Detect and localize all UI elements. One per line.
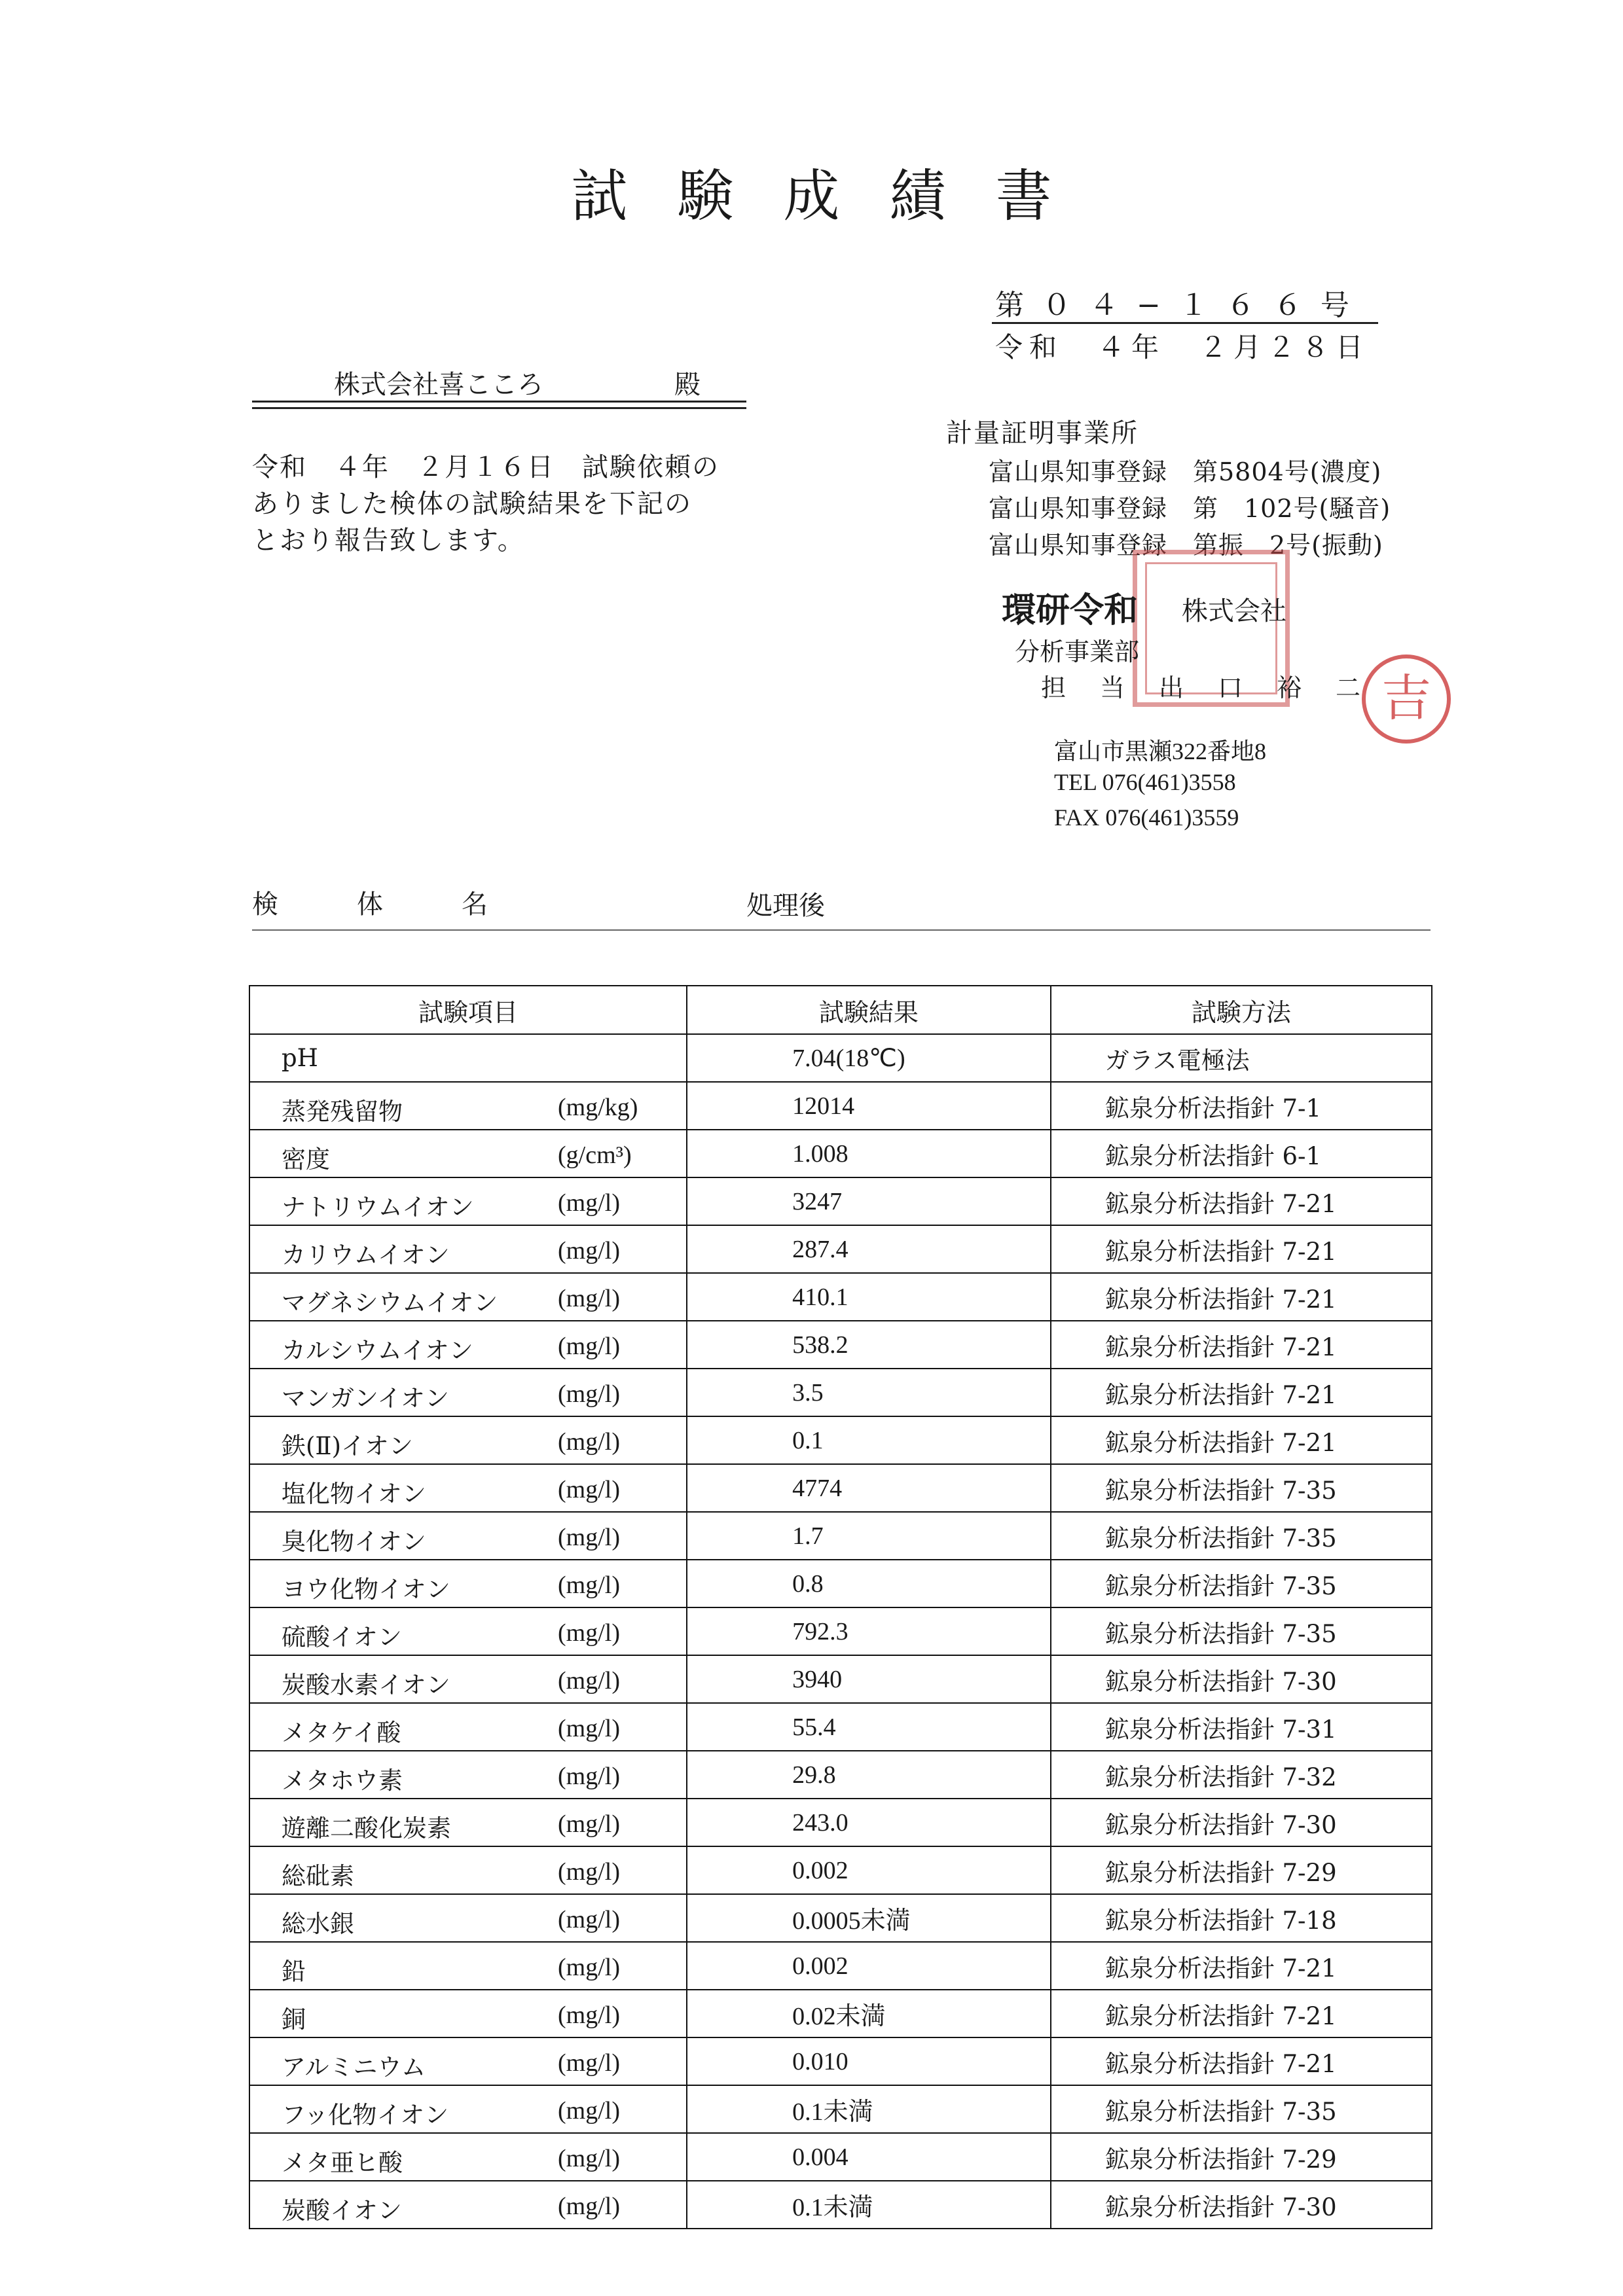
sample-value: 処理後 [746,891,825,921]
cell-test-item [249,1512,687,1560]
table-row [249,1560,1432,1607]
cell-test-result: 287.4 [687,1225,1051,1273]
cell-test-method: 鉱泉分析法指針 6-1 [1051,1130,1432,1177]
results-table [249,985,1432,2229]
test-item-name: ナトリウムイオン [282,1193,474,1221]
personal-seal-stamp: 吉 [1362,655,1451,744]
cell-test-method: 鉱泉分析法指針 7-32 [1051,1751,1432,1799]
cell-test-item [249,1799,687,1846]
cell-test-item [249,1130,687,1177]
cell-test-result: 0.1 [687,1416,1051,1464]
test-item-name: 炭酸水素イオン [282,1671,450,1699]
cell-test-item [249,1894,687,1942]
table-row [249,2181,1432,2229]
cell-test-result: 0.8 [687,1560,1051,1607]
document-number-underline [992,322,1378,324]
cell-test-item [249,1273,687,1321]
cell-test-method: 鉱泉分析法指針 7-21 [1051,1990,1432,2037]
cell-test-result: 7.04(18℃) [687,1034,1051,1082]
test-item-name: カルシウムイオン [282,1336,473,1365]
table-row [249,1130,1432,1177]
table-row [249,1416,1432,1464]
test-item-unit: (mg/l) [558,1428,620,1456]
table-row [249,1751,1432,1799]
table-row [249,1034,1432,1082]
cell-test-result: 55.4 [687,1703,1051,1751]
test-item-unit: (mg/l) [558,2097,620,2125]
cell-test-method: 鉱泉分析法指針 7-1 [1051,1082,1432,1130]
cell-test-result: 0.1未満 [687,2085,1051,2133]
intro-line: とおり報告致します。 [252,526,525,556]
cell-test-result: 4774 [687,1464,1051,1512]
header-test-method: 試験方法 [1051,986,1432,1034]
cell-test-result: 0.002 [687,1942,1051,1990]
table-row [249,2133,1432,2181]
cell-test-method: 鉱泉分析法指針 7-35 [1051,1512,1432,1560]
cell-test-item [249,1655,687,1703]
document-title [0,151,1623,232]
cell-test-method: 鉱泉分析法指針 7-30 [1051,1799,1432,1846]
recipient-underline [252,401,746,403]
cell-test-result: 0.0005未満 [687,1894,1051,1942]
cell-test-result: 0.002 [687,1846,1051,1894]
sample-divider [252,929,1431,931]
cell-test-item [249,1082,687,1130]
test-item-name: 塩化物イオン [282,1480,426,1508]
issuer-tel: TEL 076(461)3558 [1054,769,1236,795]
test-item-unit: (mg/l) [558,1906,620,1933]
test-item-unit: (mg/l) [558,1476,620,1503]
cell-test-method: 鉱泉分析法指針 7-21 [1051,1369,1432,1416]
table-row [249,1990,1432,2037]
cell-test-method: 鉱泉分析法指針 7-35 [1051,1464,1432,1512]
header-test-result: 試験結果 [687,986,1051,1034]
test-item-name: 硫酸イオン [282,1623,402,1651]
table-row [249,1082,1432,1130]
cell-test-method: 鉱泉分析法指針 7-31 [1051,1703,1432,1751]
sample-label: 検体名 [252,889,566,920]
cell-test-result: 538.2 [687,1321,1051,1369]
cell-test-item [249,2133,687,2181]
cell-test-method: 鉱泉分析法指針 7-29 [1051,2133,1432,2181]
cell-test-item [249,1560,687,1607]
table-header-row [249,986,1432,1034]
table-row [249,1799,1432,1846]
intro-line: ありました検体の試験結果を下記の [252,489,692,519]
registration-line: 富山県知事登録 第5804号(濃度) [989,457,1382,486]
test-item-name: pH [282,1044,318,1072]
test-item-unit: (mg/l) [558,1189,620,1217]
title-char: 績 [889,164,946,229]
cell-test-result: 0.02未満 [687,1990,1051,2037]
test-item-unit: (mg/l) [558,1571,620,1599]
cell-test-item [249,2181,687,2229]
issuer-heading: 計量証明事業所 [946,418,1139,448]
cell-test-result: 3.5 [687,1369,1051,1416]
cell-test-result: 0.004 [687,2133,1051,2181]
cell-test-item [249,1846,687,1894]
test-item-name: フッ化物イオン [282,2101,449,2129]
test-item-name: 密度 [282,1145,330,1174]
issuer-address: 富山市黒瀬322番地8 [1054,738,1267,764]
table-row [249,2037,1432,2085]
table-row [249,2085,1432,2133]
division-name: 分析事業部 [1015,637,1140,666]
title-char: 験 [677,164,734,229]
test-item-unit: (mg/l) [558,2193,620,2220]
test-item-unit: (mg/l) [558,1763,620,1790]
test-item-unit: (mg/l) [558,1715,620,1742]
cell-test-method: 鉱泉分析法指針 7-21 [1051,1416,1432,1464]
test-item-unit: (g/cm³) [558,1141,632,1169]
test-item-unit: (mg/l) [558,1619,620,1647]
test-item-unit: (mg/l) [558,2145,620,2172]
test-item-name: アルミニウム [282,2053,426,2081]
cell-test-method: 鉱泉分析法指針 7-21 [1051,1177,1432,1225]
table-row [249,1655,1432,1703]
header-test-item: 試験項目 [249,986,687,1034]
document-number: 第０４−１６６号 [995,289,1368,322]
table-row [249,1607,1432,1655]
test-item-name: 銅 [282,2005,306,2034]
test-item-name: 総砒素 [282,1862,354,1890]
recipient-name: 株式会社喜こころ [334,370,543,400]
table-row [249,1177,1432,1225]
cell-test-item [249,1942,687,1990]
test-item-name: 臭化物イオン [282,1528,426,1556]
test-item-unit: (mg/kg) [558,1094,638,1121]
test-item-name: 遊離二酸化炭素 [282,1814,451,1842]
test-item-unit: (mg/l) [558,1333,620,1360]
cell-test-method: ガラス電極法 [1051,1034,1432,1082]
cell-test-item [249,1225,687,1273]
test-item-name: マンガンイオン [282,1384,450,1412]
cell-test-method: 鉱泉分析法指針 7-29 [1051,1846,1432,1894]
cell-test-item [249,1607,687,1655]
table-row [249,1512,1432,1560]
cell-test-method: 鉱泉分析法指針 7-21 [1051,1942,1432,1990]
cell-test-result: 29.8 [687,1751,1051,1799]
title-char: 成 [783,164,840,229]
test-item-name: ヨウ化物イオン [282,1575,450,1604]
cell-test-item [249,2085,687,2133]
test-item-name: マグネシウムイオン [282,1289,498,1317]
title-char: 書 [995,164,1052,229]
cell-test-item [249,1464,687,1512]
test-item-unit: (mg/l) [558,1667,620,1695]
cell-test-item [249,1369,687,1416]
cell-test-method: 鉱泉分析法指針 7-30 [1051,1655,1432,1703]
cell-test-item [249,1990,687,2037]
table-row [249,1225,1432,1273]
test-item-name: 鉛 [282,1958,306,1986]
registration-line: 富山県知事登録 第 102号(騒音) [989,494,1391,523]
cell-test-method: 鉱泉分析法指針 7-21 [1051,1225,1432,1273]
test-item-unit: (mg/l) [558,1954,620,1981]
test-item-unit: (mg/l) [558,1237,620,1265]
cell-test-result: 1.7 [687,1512,1051,1560]
cell-test-result: 3247 [687,1177,1051,1225]
intro-line: 令和 ４年 ２月１６日 試験依頼の [252,452,720,482]
cell-test-result: 12014 [687,1082,1051,1130]
test-item-unit: (mg/l) [558,1285,620,1312]
cell-test-result: 0.1未満 [687,2181,1051,2229]
test-item-unit: (mg/l) [558,1380,620,1408]
test-item-unit: (mg/l) [558,2001,620,2029]
test-item-unit: (mg/l) [558,2049,620,2077]
test-item-name: 総水銀 [282,1910,354,1938]
table-row [249,1894,1432,1942]
cell-test-method: 鉱泉分析法指針 7-35 [1051,2085,1432,2133]
company-name: 環研令和 [1002,590,1139,630]
cell-test-item [249,1751,687,1799]
document-date: 令和 ４年 ２月２８日 [995,331,1370,363]
cell-test-item [249,1416,687,1464]
cell-test-item [249,1034,687,1082]
table-row [249,1321,1432,1369]
cell-test-result: 792.3 [687,1607,1051,1655]
company-suffix: 株式会社 [1182,596,1286,626]
test-item-name: メタホウ素 [282,1767,403,1795]
table-row [249,1942,1432,1990]
test-item-name: 蒸発残留物 [282,1098,403,1126]
cell-test-method: 鉱泉分析法指針 7-21 [1051,1273,1432,1321]
test-item-name: 炭酸イオン [282,2197,402,2225]
cell-test-method: 鉱泉分析法指針 7-21 [1051,1321,1432,1369]
issuer-fax: FAX 076(461)3559 [1054,804,1239,831]
test-item-name: メタケイ酸 [282,1719,401,1747]
cell-test-method: 鉱泉分析法指針 7-21 [1051,2037,1432,2085]
test-item-unit: (mg/l) [558,1524,620,1551]
recipient-honorific: 殿 [674,370,701,400]
title-char: 試 [571,164,628,229]
staff-name: 担当出口裕二 [1041,673,1395,702]
results-body [249,1034,1432,2229]
table-row [249,1273,1432,1321]
table-row [249,1464,1432,1512]
recipient-underline [252,407,746,409]
cell-test-method: 鉱泉分析法指針 7-35 [1051,1607,1432,1655]
test-item-name: 鉄(Ⅱ)イオン [282,1432,413,1460]
cell-test-result: 0.010 [687,2037,1051,2085]
cell-test-result: 3940 [687,1655,1051,1703]
table-row [249,1369,1432,1416]
cell-test-method: 鉱泉分析法指針 7-18 [1051,1894,1432,1942]
table-row [249,1846,1432,1894]
cell-test-item [249,1321,687,1369]
cell-test-method: 鉱泉分析法指針 7-35 [1051,1560,1432,1607]
test-item-name: メタ亜ヒ酸 [282,2149,403,2177]
test-item-unit: (mg/l) [558,1858,620,1886]
cell-test-result: 243.0 [687,1799,1051,1846]
cell-test-item [249,1703,687,1751]
cell-test-item [249,1177,687,1225]
test-item-unit: (mg/l) [558,1810,620,1838]
cell-test-method: 鉱泉分析法指針 7-30 [1051,2181,1432,2229]
cell-test-result: 1.008 [687,1130,1051,1177]
cell-test-result: 410.1 [687,1273,1051,1321]
registration-line: 富山県知事登録 第振 2号(振動) [989,531,1383,560]
test-item-name: カリウムイオン [282,1241,450,1269]
cell-test-item [249,2037,687,2085]
table-row [249,1703,1432,1751]
